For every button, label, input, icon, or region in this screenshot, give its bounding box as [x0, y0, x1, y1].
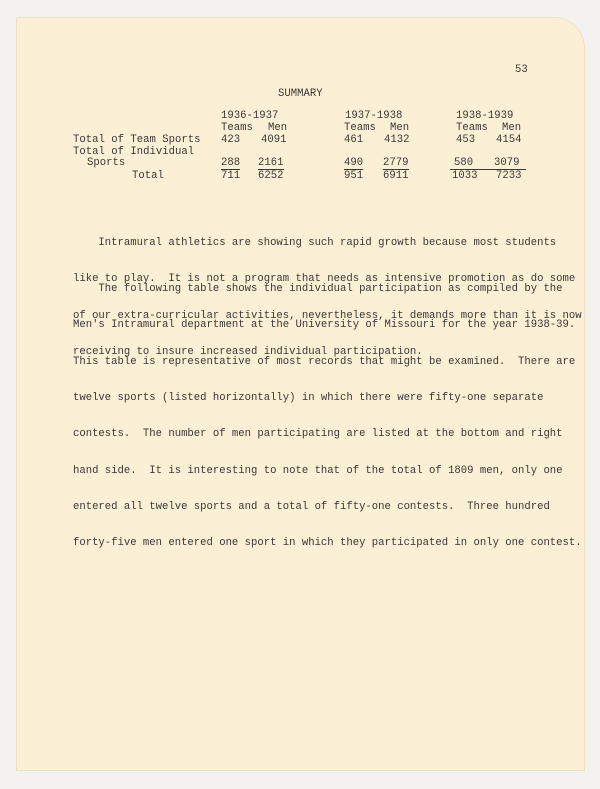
row-label-individual-1: Total of Individual	[73, 146, 195, 158]
team-sports-men-3: 4154	[496, 134, 522, 146]
total-teams-3: 1033	[452, 170, 478, 182]
total-men-1: 6252	[258, 170, 284, 182]
row-label-total: Total	[132, 170, 164, 182]
col-men-1: Men	[268, 122, 288, 134]
year-header-1938: 1938-1939	[456, 110, 514, 122]
total-men-3: 7233	[496, 170, 522, 182]
text-line: receiving to insure increased individual participation.	[73, 346, 423, 359]
col-men-2: Men	[390, 122, 410, 134]
text-line: contests. The number of men participating are listed at the bottom and right	[73, 428, 563, 441]
individual-teams-2: 490	[344, 157, 364, 169]
text-line: Intramural athletics are showing such rapid growth because most students	[73, 237, 557, 250]
text-line: of our extra-curricular activities, nevertheless, it demands more than it is now	[73, 309, 582, 322]
team-sports-men-1: 4091	[261, 134, 287, 146]
total-teams-2: 951	[344, 170, 364, 182]
team-sports-teams-2: 461	[344, 134, 364, 146]
row-label-individual-2: Sports	[87, 157, 126, 169]
text-line: hand side. It is interesting to note that of the total of 1809 men, only one	[73, 464, 563, 477]
total-teams-1: 711	[221, 170, 241, 182]
total-men-2: 6911	[383, 170, 409, 182]
col-men-3: Men	[502, 122, 522, 134]
summary-title: SUMMARY	[278, 88, 323, 100]
row-label-team-sports: Total of Team Sports	[73, 134, 201, 146]
text-line: Men's Intramural department at the University of Missouri for the year 1938-39.	[73, 319, 576, 332]
year-header-1936: 1936-1937	[221, 110, 279, 122]
text-line: This table is representative of most records that might be examined. There are	[73, 355, 576, 368]
col-teams-2: Teams	[344, 122, 376, 134]
text-line: The following table shows the individual participation as compiled by the	[73, 283, 563, 296]
team-sports-men-2: 4132	[384, 134, 410, 146]
text-line: like to play. It is not a program that needs as intensive promotion as do some	[73, 273, 576, 286]
text-line: twelve sports (listed horizontally) in which there were fifty-one separate	[73, 392, 544, 405]
individual-men-3: 3079	[494, 157, 520, 169]
individual-teams-3: 580	[454, 157, 474, 169]
text-line: entered all twelve sports and a total of fifty-one contests. Three hundred	[73, 500, 550, 513]
paragraph-participation-table	[73, 259, 582, 561]
individual-men-1: 2161	[258, 157, 284, 169]
individual-men-2: 2779	[383, 157, 409, 169]
text-line: forty-five men entered one sport in which they participated in only one contest.	[73, 537, 582, 550]
year-header-1937: 1937-1938	[345, 110, 403, 122]
individual-teams-1: 288	[221, 157, 241, 169]
col-teams-1: Teams	[221, 122, 253, 134]
team-sports-teams-1: 423	[221, 134, 241, 146]
page-number: 53	[515, 64, 528, 76]
team-sports-teams-3: 453	[456, 134, 476, 146]
col-teams-3: Teams	[456, 122, 488, 134]
